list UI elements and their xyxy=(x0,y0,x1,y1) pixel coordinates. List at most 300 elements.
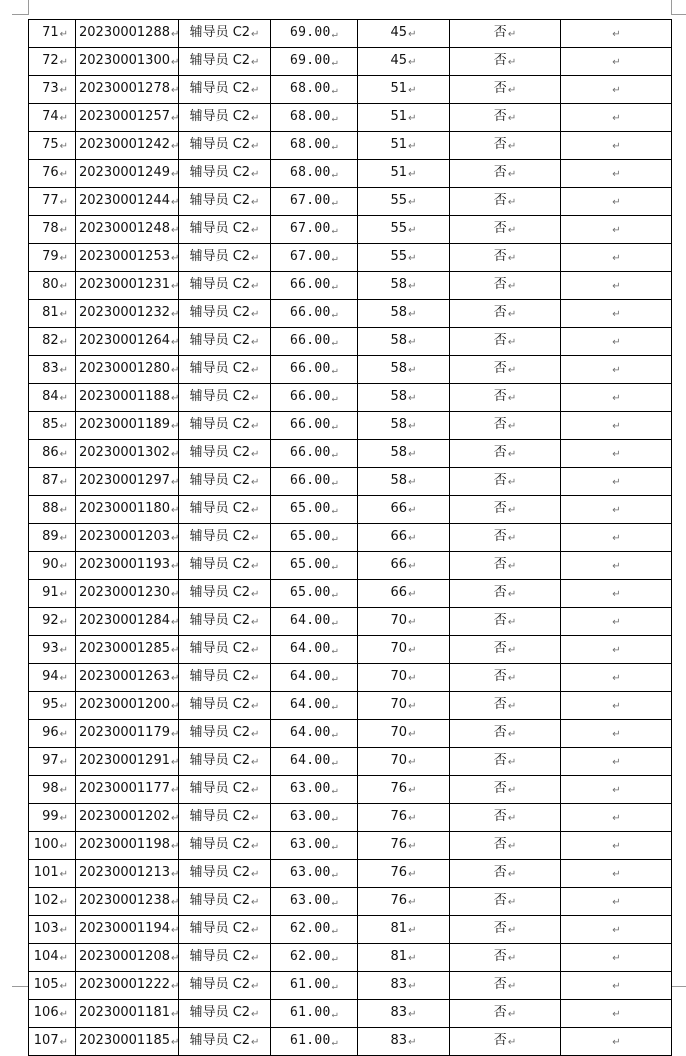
paragraph-mark-icon: ↵ xyxy=(507,57,517,68)
cell-score xyxy=(271,720,358,748)
cell-seq-text: 107 xyxy=(33,1033,59,1048)
paragraph-mark-icon: ↵ xyxy=(251,477,260,488)
cell-remark xyxy=(561,888,672,916)
paragraph-mark-icon: ↵ xyxy=(408,701,417,712)
paragraph-mark-icon: ↵ xyxy=(408,393,417,404)
cell-rank-text: 55 xyxy=(390,221,408,236)
cell-seq-text: 76 xyxy=(42,165,59,180)
cell-exam-number-text: 20230001300 xyxy=(79,53,170,68)
paragraph-mark-icon: ↵ xyxy=(251,729,260,740)
paragraph-mark-icon: ↵ xyxy=(170,841,180,852)
cell-rank xyxy=(358,440,450,468)
paragraph-mark-icon: ↵ xyxy=(251,449,260,460)
cell-interview-text: 否 xyxy=(493,305,507,320)
cell-rank xyxy=(358,328,450,356)
cell-score xyxy=(271,1000,358,1028)
paragraph-mark-icon: ↵ xyxy=(251,1037,260,1048)
cell-rank xyxy=(358,384,450,412)
cell-score xyxy=(271,496,358,524)
cell-score xyxy=(271,552,358,580)
cell-rank-text: 83 xyxy=(390,1033,408,1048)
paragraph-mark-icon: ↵ xyxy=(59,421,68,432)
paragraph-mark-icon: ↵ xyxy=(507,841,517,852)
paragraph-mark-icon: ↵ xyxy=(331,617,338,628)
cell-exam-number xyxy=(76,608,179,636)
cell-seq xyxy=(29,272,76,300)
paragraph-mark-icon: ↵ xyxy=(170,113,180,124)
paragraph-mark-icon: ↵ xyxy=(612,505,621,516)
paragraph-mark-icon: ↵ xyxy=(331,505,338,516)
cell-interview-text: 否 xyxy=(493,585,507,600)
cell-exam-number-text: 20230001257 xyxy=(79,109,170,124)
cell-score xyxy=(271,132,358,160)
paragraph-mark-icon: ↵ xyxy=(331,729,338,740)
cell-seq xyxy=(29,692,76,720)
cell-score-text: 68.00 xyxy=(290,81,331,96)
cell-position-text: 辅导员 C2 xyxy=(189,585,251,600)
table-row xyxy=(29,776,672,804)
cell-position xyxy=(179,1000,271,1028)
paragraph-mark-icon: ↵ xyxy=(170,1009,180,1020)
cell-position xyxy=(179,188,271,216)
paragraph-mark-icon: ↵ xyxy=(408,169,417,180)
cell-score-text: 62.00 xyxy=(290,921,331,936)
cell-interview xyxy=(450,608,561,636)
cell-position xyxy=(179,300,271,328)
cell-interview-text: 否 xyxy=(493,865,507,880)
paragraph-mark-icon: ↵ xyxy=(507,309,517,320)
cell-rank xyxy=(358,272,450,300)
cell-seq xyxy=(29,412,76,440)
paragraph-mark-icon: ↵ xyxy=(170,1037,180,1048)
cell-seq-text: 74 xyxy=(42,109,59,124)
paragraph-mark-icon: ↵ xyxy=(251,645,260,656)
paragraph-mark-icon: ↵ xyxy=(59,85,68,96)
cell-exam-number xyxy=(76,160,179,188)
cell-interview xyxy=(450,20,561,48)
cell-exam-number-text: 20230001280 xyxy=(79,361,170,376)
cell-seq xyxy=(29,776,76,804)
table-row xyxy=(29,104,672,132)
cell-exam-number xyxy=(76,524,179,552)
cell-score-text: 65.00 xyxy=(290,501,331,516)
paragraph-mark-icon: ↵ xyxy=(251,253,260,264)
cell-exam-number xyxy=(76,468,179,496)
cell-seq xyxy=(29,104,76,132)
cell-interview xyxy=(450,272,561,300)
cell-position xyxy=(179,104,271,132)
paragraph-mark-icon: ↵ xyxy=(507,869,517,880)
cell-position-text: 辅导员 C2 xyxy=(189,277,251,292)
table-row xyxy=(29,48,672,76)
paragraph-mark-icon: ↵ xyxy=(251,757,260,768)
cell-score xyxy=(271,356,358,384)
paragraph-mark-icon: ↵ xyxy=(331,141,338,152)
table-row xyxy=(29,832,672,860)
cell-score-text: 64.00 xyxy=(290,697,331,712)
cell-position-text: 辅导员 C2 xyxy=(189,53,251,68)
cell-exam-number-text: 20230001238 xyxy=(79,893,170,908)
cell-interview-text: 否 xyxy=(493,361,507,376)
cell-interview xyxy=(450,552,561,580)
cell-position xyxy=(179,48,271,76)
paragraph-mark-icon: ↵ xyxy=(507,981,517,992)
paragraph-mark-icon: ↵ xyxy=(170,85,180,96)
cell-score-text: 64.00 xyxy=(290,613,331,628)
paragraph-mark-icon: ↵ xyxy=(507,421,517,432)
cell-rank-text: 76 xyxy=(390,809,408,824)
cell-exam-number-text: 20230001285 xyxy=(79,641,170,656)
table-row xyxy=(29,20,672,48)
cell-seq-text: 104 xyxy=(33,949,59,964)
paragraph-mark-icon: ↵ xyxy=(331,897,338,908)
paragraph-mark-icon: ↵ xyxy=(507,141,517,152)
cell-position xyxy=(179,440,271,468)
paragraph-mark-icon: ↵ xyxy=(612,813,621,824)
cell-position-text: 辅导员 C2 xyxy=(189,725,251,740)
cell-exam-number-text: 20230001222 xyxy=(79,977,170,992)
paragraph-mark-icon: ↵ xyxy=(331,701,338,712)
cell-seq xyxy=(29,720,76,748)
paragraph-mark-icon: ↵ xyxy=(331,337,338,348)
cell-score-text: 66.00 xyxy=(290,445,331,460)
cell-interview xyxy=(450,300,561,328)
paragraph-mark-icon: ↵ xyxy=(331,1009,338,1020)
table-row xyxy=(29,636,672,664)
cell-exam-number xyxy=(76,804,179,832)
paragraph-mark-icon: ↵ xyxy=(251,29,260,40)
cell-rank-text: 76 xyxy=(390,865,408,880)
table-row xyxy=(29,748,672,776)
cell-remark xyxy=(561,272,672,300)
cell-score xyxy=(271,580,358,608)
cell-exam-number-text: 20230001297 xyxy=(79,473,170,488)
cell-interview xyxy=(450,216,561,244)
cell-interview-text: 否 xyxy=(493,389,507,404)
paragraph-mark-icon: ↵ xyxy=(251,589,260,600)
paragraph-mark-icon: ↵ xyxy=(612,477,621,488)
paragraph-mark-icon: ↵ xyxy=(170,29,180,40)
paragraph-mark-icon: ↵ xyxy=(59,897,68,908)
cell-exam-number-text: 20230001203 xyxy=(79,529,170,544)
cell-exam-number-text: 20230001284 xyxy=(79,613,170,628)
table-row xyxy=(29,76,672,104)
paragraph-mark-icon: ↵ xyxy=(251,57,260,68)
cell-exam-number xyxy=(76,300,179,328)
cell-seq-text: 93 xyxy=(42,641,59,656)
cell-seq xyxy=(29,636,76,664)
cell-position-text: 辅导员 C2 xyxy=(189,445,251,460)
cell-seq-text: 94 xyxy=(42,669,59,684)
cell-interview xyxy=(450,972,561,1000)
paragraph-mark-icon: ↵ xyxy=(612,197,621,208)
cell-seq-text: 105 xyxy=(33,977,59,992)
paragraph-mark-icon: ↵ xyxy=(170,869,180,880)
cell-exam-number xyxy=(76,860,179,888)
cell-remark xyxy=(561,748,672,776)
cell-exam-number xyxy=(76,664,179,692)
cell-score-text: 61.00 xyxy=(290,1033,331,1048)
paragraph-mark-icon: ↵ xyxy=(170,673,180,684)
cell-remark xyxy=(561,468,672,496)
cell-interview-text: 否 xyxy=(493,333,507,348)
cell-score-text: 66.00 xyxy=(290,473,331,488)
cell-rank-text: 58 xyxy=(390,445,408,460)
paragraph-mark-icon: ↵ xyxy=(408,561,417,572)
cell-rank-text: 70 xyxy=(390,697,408,712)
cell-interview-text: 否 xyxy=(493,165,507,180)
cell-seq-text: 97 xyxy=(42,753,59,768)
paragraph-mark-icon: ↵ xyxy=(507,561,517,572)
cell-interview-text: 否 xyxy=(493,557,507,572)
cell-remark xyxy=(561,216,672,244)
cell-exam-number-text: 20230001242 xyxy=(79,137,170,152)
cell-interview-text: 否 xyxy=(493,781,507,796)
cell-position-text: 辅导员 C2 xyxy=(189,221,251,236)
cell-rank xyxy=(358,132,450,160)
paragraph-mark-icon: ↵ xyxy=(170,281,180,292)
table-row xyxy=(29,440,672,468)
paragraph-mark-icon: ↵ xyxy=(612,421,621,432)
cell-seq-text: 102 xyxy=(33,893,59,908)
paragraph-mark-icon: ↵ xyxy=(408,1037,417,1048)
paragraph-mark-icon: ↵ xyxy=(408,869,417,880)
paragraph-mark-icon: ↵ xyxy=(170,701,180,712)
cell-rank xyxy=(358,468,450,496)
cell-score xyxy=(271,692,358,720)
paragraph-mark-icon: ↵ xyxy=(507,645,517,656)
paragraph-mark-icon: ↵ xyxy=(408,337,417,348)
cell-rank xyxy=(358,20,450,48)
cell-position-text: 辅导员 C2 xyxy=(189,333,251,348)
paragraph-mark-icon: ↵ xyxy=(170,365,180,376)
cell-seq xyxy=(29,972,76,1000)
cell-position-text: 辅导员 C2 xyxy=(189,305,251,320)
paragraph-mark-icon: ↵ xyxy=(331,561,338,572)
cell-position-text: 辅导员 C2 xyxy=(189,25,251,40)
cell-exam-number-text: 20230001288 xyxy=(79,25,170,40)
paragraph-mark-icon: ↵ xyxy=(507,169,517,180)
paragraph-mark-icon: ↵ xyxy=(408,1009,417,1020)
cell-interview-text: 否 xyxy=(493,1005,507,1020)
cell-rank xyxy=(358,524,450,552)
paragraph-mark-icon: ↵ xyxy=(59,169,68,180)
cell-position xyxy=(179,20,271,48)
table-row xyxy=(29,384,672,412)
cell-rank-text: 51 xyxy=(390,137,408,152)
paragraph-mark-icon: ↵ xyxy=(331,869,338,880)
paragraph-mark-icon: ↵ xyxy=(507,337,517,348)
paragraph-mark-icon: ↵ xyxy=(59,869,68,880)
cell-position-text: 辅导员 C2 xyxy=(189,1033,251,1048)
cell-remark xyxy=(561,580,672,608)
paragraph-mark-icon: ↵ xyxy=(507,533,517,544)
cell-exam-number xyxy=(76,244,179,272)
cell-rank-text: 45 xyxy=(390,25,408,40)
cell-interview-text: 否 xyxy=(493,949,507,964)
paragraph-mark-icon: ↵ xyxy=(408,813,417,824)
table-row xyxy=(29,160,672,188)
paragraph-mark-icon: ↵ xyxy=(251,169,260,180)
paragraph-mark-icon: ↵ xyxy=(331,225,338,236)
cell-position xyxy=(179,608,271,636)
paragraph-mark-icon: ↵ xyxy=(170,225,180,236)
cell-exam-number xyxy=(76,328,179,356)
cell-interview xyxy=(450,160,561,188)
cell-seq xyxy=(29,300,76,328)
table-row xyxy=(29,720,672,748)
cell-rank-text: 66 xyxy=(390,501,408,516)
cell-remark xyxy=(561,916,672,944)
paragraph-mark-icon: ↵ xyxy=(507,505,517,516)
paragraph-mark-icon: ↵ xyxy=(59,505,68,516)
cell-interview xyxy=(450,804,561,832)
cell-score xyxy=(271,916,358,944)
cell-score-text: 66.00 xyxy=(290,305,331,320)
paragraph-mark-icon: ↵ xyxy=(59,225,68,236)
cell-score-text: 61.00 xyxy=(290,977,331,992)
cell-seq xyxy=(29,356,76,384)
paragraph-mark-icon: ↵ xyxy=(170,421,180,432)
cell-seq xyxy=(29,468,76,496)
cell-seq-text: 78 xyxy=(42,221,59,236)
paragraph-mark-icon: ↵ xyxy=(408,841,417,852)
paragraph-mark-icon: ↵ xyxy=(507,85,517,96)
paragraph-mark-icon: ↵ xyxy=(59,673,68,684)
cell-interview-text: 否 xyxy=(493,977,507,992)
cell-seq-text: 83 xyxy=(42,361,59,376)
cell-rank-text: 76 xyxy=(390,837,408,852)
cell-remark xyxy=(561,160,672,188)
paragraph-mark-icon: ↵ xyxy=(251,505,260,516)
paragraph-mark-icon: ↵ xyxy=(507,253,517,264)
cell-interview-text: 否 xyxy=(493,473,507,488)
table-row xyxy=(29,804,672,832)
cell-seq xyxy=(29,160,76,188)
cell-position-text: 辅导员 C2 xyxy=(189,837,251,852)
cell-position-text: 辅导员 C2 xyxy=(189,781,251,796)
paragraph-mark-icon: ↵ xyxy=(507,589,517,600)
paragraph-mark-icon: ↵ xyxy=(612,953,621,964)
paragraph-mark-icon: ↵ xyxy=(59,29,68,40)
cell-exam-number xyxy=(76,552,179,580)
cell-interview xyxy=(450,748,561,776)
cell-position-text: 辅导员 C2 xyxy=(189,473,251,488)
cell-seq-text: 101 xyxy=(33,865,59,880)
cell-interview xyxy=(450,720,561,748)
paragraph-mark-icon: ↵ xyxy=(331,449,338,460)
paragraph-mark-icon: ↵ xyxy=(251,813,260,824)
margin-corner-top-left xyxy=(12,0,29,15)
paragraph-mark-icon: ↵ xyxy=(251,365,260,376)
cell-remark xyxy=(561,608,672,636)
cell-seq-text: 75 xyxy=(42,137,59,152)
paragraph-mark-icon: ↵ xyxy=(612,85,621,96)
paragraph-mark-icon: ↵ xyxy=(612,141,621,152)
paragraph-mark-icon: ↵ xyxy=(59,113,68,124)
paragraph-mark-icon: ↵ xyxy=(612,533,621,544)
table-row xyxy=(29,664,672,692)
cell-interview xyxy=(450,188,561,216)
cell-seq-text: 89 xyxy=(42,529,59,544)
cell-exam-number-text: 20230001213 xyxy=(79,865,170,880)
cell-interview-text: 否 xyxy=(493,25,507,40)
paragraph-mark-icon: ↵ xyxy=(251,841,260,852)
cell-interview xyxy=(450,328,561,356)
cell-interview xyxy=(450,664,561,692)
paragraph-mark-icon: ↵ xyxy=(612,281,621,292)
cell-rank-text: 70 xyxy=(390,725,408,740)
paragraph-mark-icon: ↵ xyxy=(507,225,517,236)
cell-exam-number xyxy=(76,832,179,860)
cell-interview-text: 否 xyxy=(493,893,507,908)
cell-position-text: 辅导员 C2 xyxy=(189,641,251,656)
cell-seq xyxy=(29,132,76,160)
table-row xyxy=(29,496,672,524)
paragraph-mark-icon: ↵ xyxy=(507,757,517,768)
paragraph-mark-icon: ↵ xyxy=(331,253,338,264)
cell-rank xyxy=(358,664,450,692)
cell-exam-number-text: 20230001208 xyxy=(79,949,170,964)
cell-position xyxy=(179,412,271,440)
cell-score xyxy=(271,384,358,412)
cell-rank xyxy=(358,1000,450,1028)
cell-interview xyxy=(450,132,561,160)
paragraph-mark-icon: ↵ xyxy=(59,253,68,264)
cell-score xyxy=(271,300,358,328)
paragraph-mark-icon: ↵ xyxy=(59,197,68,208)
cell-rank-text: 58 xyxy=(390,389,408,404)
cell-score xyxy=(271,244,358,272)
cell-seq-text: 106 xyxy=(33,1005,59,1020)
table-row xyxy=(29,272,672,300)
cell-score xyxy=(271,832,358,860)
paragraph-mark-icon: ↵ xyxy=(251,85,260,96)
cell-remark xyxy=(561,636,672,664)
cell-score-text: 63.00 xyxy=(290,837,331,852)
cell-seq xyxy=(29,328,76,356)
cell-position-text: 辅导员 C2 xyxy=(189,1005,251,1020)
cell-exam-number xyxy=(76,692,179,720)
cell-position xyxy=(179,244,271,272)
cell-seq xyxy=(29,944,76,972)
paragraph-mark-icon: ↵ xyxy=(170,729,180,740)
cell-seq xyxy=(29,48,76,76)
paragraph-mark-icon: ↵ xyxy=(331,309,338,320)
table-row xyxy=(29,972,672,1000)
cell-interview xyxy=(450,48,561,76)
cell-interview-text: 否 xyxy=(493,641,507,656)
cell-position-text: 辅导员 C2 xyxy=(189,137,251,152)
paragraph-mark-icon: ↵ xyxy=(170,785,180,796)
cell-score-text: 64.00 xyxy=(290,725,331,740)
cell-remark xyxy=(561,524,672,552)
table-row xyxy=(29,468,672,496)
cell-score xyxy=(271,860,358,888)
paragraph-mark-icon: ↵ xyxy=(408,449,417,460)
table-row xyxy=(29,244,672,272)
cell-rank-text: 81 xyxy=(390,921,408,936)
cell-score xyxy=(271,972,358,1000)
cell-position xyxy=(179,804,271,832)
cell-rank xyxy=(358,860,450,888)
cell-remark xyxy=(561,76,672,104)
cell-exam-number-text: 20230001202 xyxy=(79,809,170,824)
cell-score xyxy=(271,20,358,48)
cell-position xyxy=(179,972,271,1000)
cell-position xyxy=(179,384,271,412)
cell-remark xyxy=(561,20,672,48)
